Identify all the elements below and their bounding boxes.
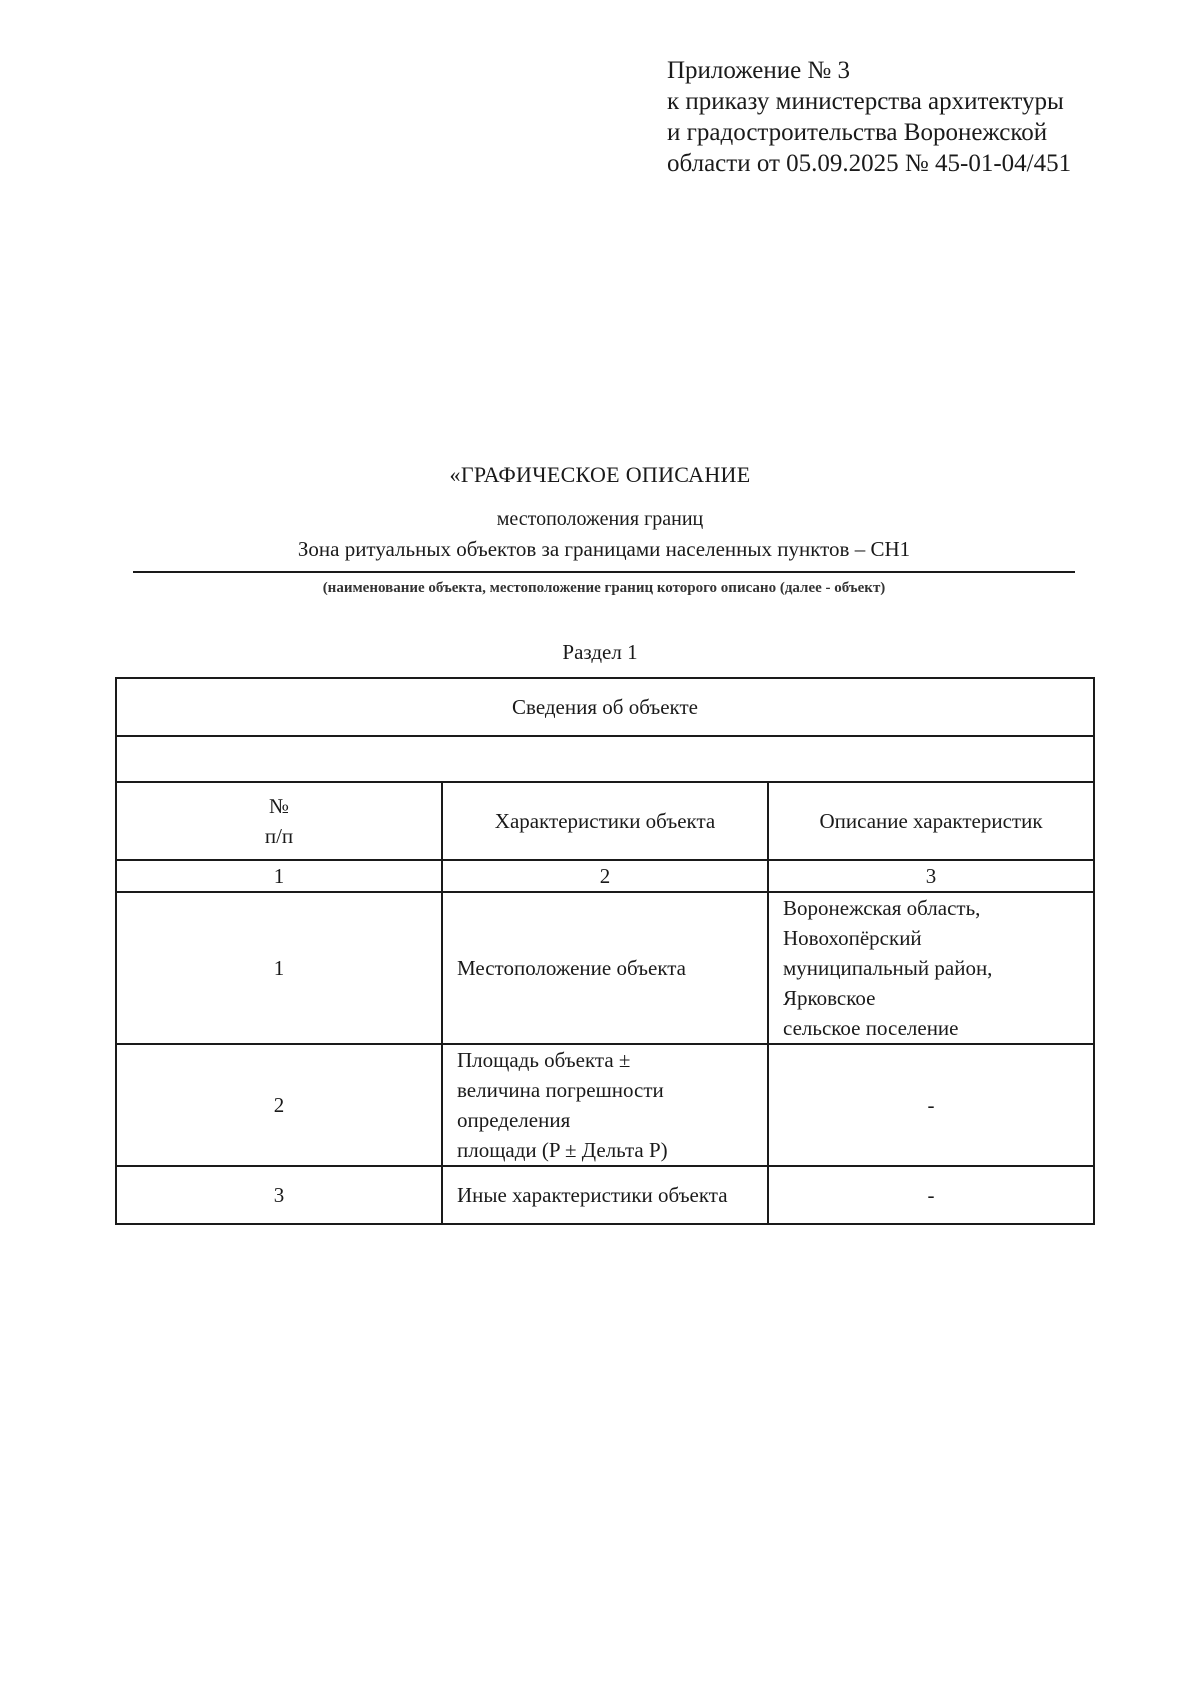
header-num	[116, 782, 442, 860]
row-description-line: -	[927, 1093, 935, 1117]
row-description	[768, 1044, 1094, 1166]
row-description-line: -	[927, 1183, 935, 1207]
table-empty-row	[116, 736, 1094, 782]
appendix-line-1: Приложение № 3	[667, 57, 851, 84]
document-subtitle: местоположения границ	[496, 508, 704, 530]
appendix-line-2: к приказу министерства архитектуры	[667, 88, 1064, 115]
table-empty-cell	[116, 736, 1094, 782]
section-label: Раздел 1	[562, 640, 638, 664]
row-description-line: Воронежская область, Новохопёрский	[783, 896, 981, 950]
table-title: Сведения об объекте	[116, 678, 1094, 736]
row-characteristic-line: величина погрешности определения	[457, 1078, 664, 1132]
column-number-row	[116, 860, 1094, 892]
row-num: 2	[116, 1044, 442, 1166]
table-row	[116, 1166, 1094, 1224]
table-header-row	[116, 782, 1094, 860]
column-number-3: 3	[768, 860, 1094, 892]
row-characteristic-line: площади (P ± Дельта P)	[457, 1138, 668, 1162]
header-description: Описание характеристик	[768, 782, 1094, 860]
row-description	[768, 892, 1094, 1044]
column-number-2: 2	[442, 860, 768, 892]
row-description-line: муниципальный район, Ярковское	[783, 956, 993, 1010]
document-title: «ГРАФИЧЕСКОЕ ОПИСАНИЕ	[449, 462, 751, 487]
appendix-line-4: области от 05.09.2025 № 45-01-04/451	[667, 150, 1072, 177]
table-row	[116, 892, 1094, 1044]
object-info-table	[115, 677, 1095, 1225]
header-num-line-2: п/п	[264, 824, 294, 848]
object-name: Зона ритуальных объектов за границами населенных пунктов – СН1	[297, 537, 911, 561]
header-characteristics: Характеристики объекта	[442, 782, 768, 860]
appendix-line-3: и градостроительства Воронежской	[667, 119, 1048, 146]
object-name-caption: (наименование объекта, местоположение границ которого описано (далее - объект)	[322, 580, 886, 596]
column-number-1: 1	[116, 860, 442, 892]
row-characteristic-line: Иные характеристики объекта	[457, 1183, 728, 1207]
table-title-row	[116, 678, 1094, 736]
row-description-line: сельское поселение	[783, 1016, 959, 1040]
row-num: 1	[116, 892, 442, 1044]
row-characteristic	[442, 1044, 768, 1166]
object-name-underline	[133, 571, 1075, 573]
row-characteristic	[442, 892, 768, 1044]
row-characteristic-line: Местоположение объекта	[457, 956, 687, 980]
table-row	[116, 1044, 1094, 1166]
row-characteristic-line: Площадь объекта ±	[457, 1048, 631, 1072]
appendix-header	[667, 55, 1071, 179]
header-num-line-1: №	[268, 794, 290, 818]
row-num: 3	[116, 1166, 442, 1224]
row-characteristic	[442, 1166, 768, 1224]
row-description	[768, 1166, 1094, 1224]
